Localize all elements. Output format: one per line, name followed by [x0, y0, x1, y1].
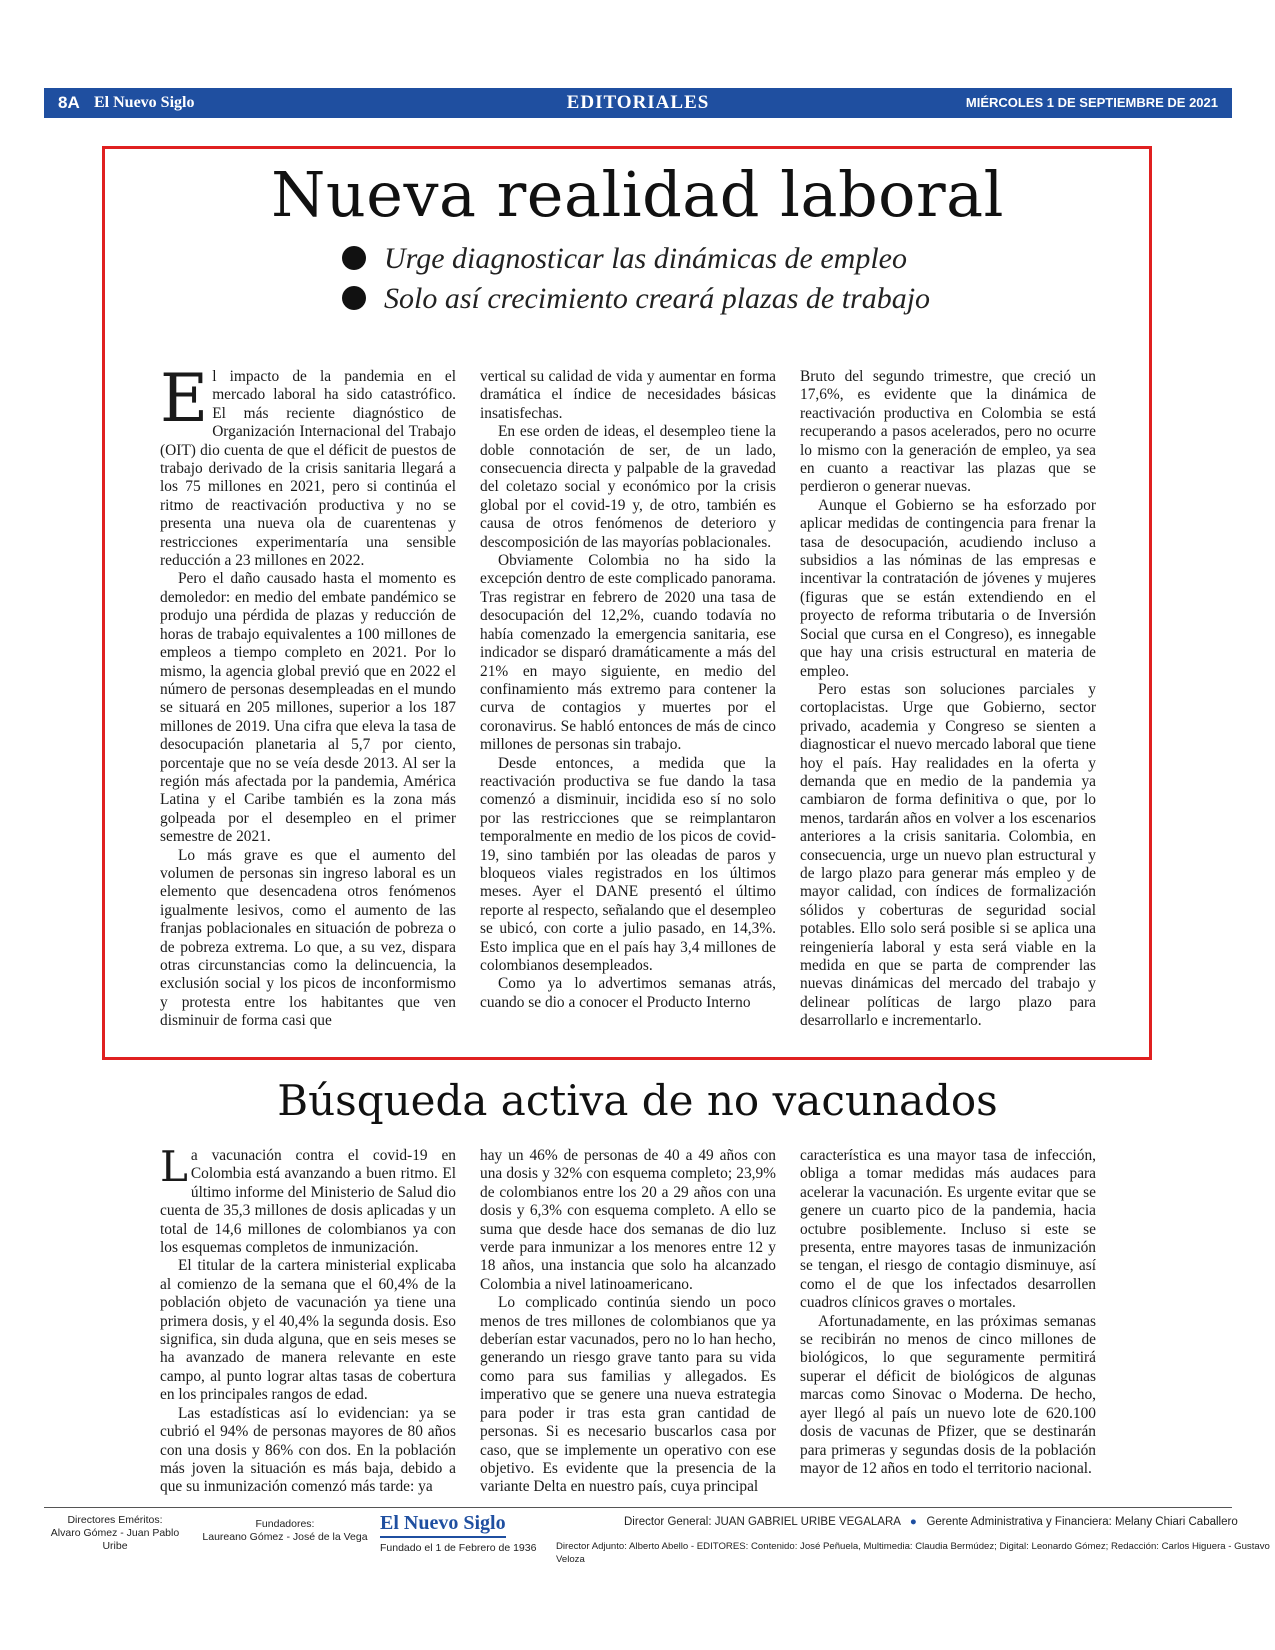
paragraph: Afortunadamente, en las próximas semanas se recibirán no menos de cinco millones de biológicos, lo que seguramente permitirá superar el déficit de biológicos de algunas marcas como Sinovac o Moderna. De hecho, ayer llegó al país un nuevo lote de 620.100 dosis de vacunas de Pfizer, que se destinarán para primeras y segundas dosis de la población mayor de 12 años en todo el territorio nacional. [800, 1312, 1096, 1477]
director-general: Director General: JUAN GABRIEL URIBE VEGALARA [624, 1516, 901, 1528]
second-editorial-column-1 [160, 1142, 456, 1497]
founders-names: Laureano Gómez - José de la Vega [202, 1531, 368, 1543]
lead-editorial-column-1 [160, 360, 456, 1031]
page-header-bar [44, 88, 1232, 118]
paragraph: El titular de la cartera ministerial explicaba al comienzo de la semana que el 60,4% de la población objeto de vacunación ya tiene una primera dosis, y el 40,4% la segunda dosis. Eso significa, sin duda alguna, que en seis meses se ha avanzado de manera relevante en este campo, al punto lograr altas tasas de cobertura en los principales rangos de edad. [160, 1257, 456, 1404]
second-editorial-column-3 [800, 1147, 1096, 1478]
paragraph: Obviamente Colombia no ha sido la excepción dentro de este complicado panorama. Tras registrar en febrero de 2020 una tasa de desocupación del 12,2%, cuando todavía no había comenzado la emergencia sanitaria, ese indicador se disparó dramáticamente a más del 21% en mayo siguiente, en medio del confinamiento más extremo para contener la curva de contagios y muertes por el coronavirus. Se habló entonces de más de cinco millones de personas sin trabajo. [480, 552, 776, 754]
paragraph: En ese orden de ideas, el desempleo tiene la doble connotación de ser, de un lado, consecuencia directa y palpable de la gravedad del coletazo social y económico por la crisis global por el covid-19 y, de otro, también es causa de otros fenómenos de deterioro y descomposición de las mayorías poblacionales. [480, 423, 776, 551]
lead-editorial-column-3 [800, 368, 1096, 1031]
masthead-credits [624, 1516, 1238, 1529]
general-manager: Gerente Administrativa y Financiera: Melany Chiari Caballero [926, 1516, 1238, 1528]
second-editorial-column-2 [480, 1147, 776, 1497]
section-title: EDITORIALES [566, 92, 710, 113]
emeritus-label: Directores Eméritos: [67, 1514, 163, 1526]
editorial-staff: Director Adjunto: Alberto Abello - EDITORES: Contenido: José Peñuela, Multimedia: Claudia Bermúdez; Digital: Leonardo Gómez; Redacción: Carlos Higuera - Gustavo Veloza [556, 1541, 1270, 1565]
paragraph: Las estadísticas así lo evidencian: ya se cubrió el 94% de personas mayores de 80 años con una dosis y 86% con dos. En la población más joven la situación es más baja, debido a que su inmunización comenzó más tarde: ya [160, 1404, 456, 1496]
paragraph: Lo más grave es que el aumento del volumen de personas sin ingreso laboral es un elemento que desencadena otros fenómenos igualmente lesivos, como el aumento de las franjas poblacionales en situación de pobreza o de pobreza extrema. Lo que, a su vez, dispara otras circunstancias como la delincuencia, la exclusión social y los picos de inconformismo y protesta entre los habitantes que ven disminuir de forma casi que [160, 846, 456, 1030]
paragraph: La vacunación contra el covid-19 en Colombia está avanzando a buen ritmo. El último informe del Ministerio de Salud dio cuenta de 35,3 millones de dosis aplicadas y un total de 14,6 millones de colombianos ya con los esquemas completos de inmunización. [160, 1142, 456, 1257]
drop-cap: L [160, 1142, 188, 1191]
subhead-bullet-1: Urge diagnosticar las dinámicas de empleo [342, 242, 907, 276]
founders [200, 1518, 370, 1544]
page-number: 8A [58, 93, 80, 112]
second-editorial-title: Búsqueda activa de no vacunados [277, 1076, 998, 1125]
founders-label: Fundadores: [255, 1518, 315, 1530]
issue-date: MIÉRCOLES 1 DE SEPTIEMBRE DE 2021 [965, 95, 1218, 110]
bullet-dot-icon [342, 286, 366, 310]
paragraph: característica es una mayor tasa de infección, obliga a tomar medidas más audaces para acelerar la vacunación. Es urgente evitar que se genere un cuarto pico de la pandemia, hacia octubre posiblemente. Incluso si este se presenta, entre mayores tasas de inmunización se tengan, el riesgo de contagio disminuye, así como el de que los infectados desarrollen cuadros clínicos graves o mortales. [800, 1147, 1096, 1312]
paragraph: Pero el daño causado hasta el momento es demoledor: en medio del embate pandémico se produjo una pérdida de plazas y reducción de horas de trabajo equivalentes a 100 millones de empleos a tiempo completo en 2021. Por lo mismo, la agencia global previó que en 2022 el número de personas desempleadas en el mundo se situará en 205 millones, superior a los 187 millones de 2019. Una cifra que eleva la tasa de desocupación planetaria al 5,7 por ciento, porcentaje que no se veía desde 2013. Al ser la región más afectada por la pandemia, América Latina y el Caribe también es la zona más golpeada por el desempleo en el primer semestre de 2021. [160, 570, 456, 846]
masthead-name: El Nuevo Siglo [94, 94, 195, 111]
paragraph: El impacto de la pandemia en el mercado laboral ha sido catastrófico. El más reciente diagnóstico de Organización Internacional del Trabajo (OIT) dio cuenta de que el déficit de puestos de trabajo derivado de la crisis sanitaria llegará a los 75 millones en 2021, pero si continúa el ritmo de reactivación productiva y no se presenta una nueva ola de cuarentenas y restricciones experimentaría una sensible reducción a 23 millones en 2022. [160, 360, 456, 570]
lead-editorial-title: Nueva realidad laboral [271, 158, 1004, 231]
paragraph: Lo complicado continúa siendo un poco menos de tres millones de colombianos que ya deberían estar vacunados, pero no lo han hecho, generando un riesgo grave tanto para su vida como para sus familias y allegados. Es imperativo que se genere una nueva estrategia para poder ir tras esta gran cantidad de personas. Si es necesario buscarlos casa por caso, que se implemente un operativo con ese objetivo. Es evidente que la presencia de la variante Delta en nuestro país, cuya principal [480, 1294, 776, 1496]
paragraph: Pero estas son soluciones parciales y cortoplacistas. Urge que Gobierno, sector privado, academia y Congreso se sienten a diagnosticar el nuevo mercado laboral que tiene hoy el país. Hay realidades en la oferta y demanda que en medio de la pandemia ya cambiaron de forma definitiva o que, por lo menos, tardarán años en volver a los escenarios anteriores a la crisis sanitaria. Colombia, en consecuencia, urge un nuevo plan estructural y de largo plazo para generar más empleo y de mayor calidad, con índices de formalización sólidos y coberturas de seguridad social potables. Ello solo será posible si se aplica una reingeniería laboral y esta será viable en la medida en que se parta de comprender las nuevas dinámicas del mercado del trabajo y delinear políticas de largo plazo para desarrollarlo e incrementarlo. [800, 680, 1096, 1030]
lead-editorial-column-2 [480, 368, 776, 1012]
bullet-dot-icon [342, 246, 366, 270]
paragraph: Desde entonces, a medida que la reactivación productiva se fue dando la tasa comenzó a disminuir, incidida eso sí no solo por las restricciones que se reimplantaron temporalmente en medio de los picos de covid-19, sino también por las oleadas de paros y bloqueos viales registrados en los últimos meses. Ayer el DANE presentó el último reporte al respecto, señalando que el desempleo se ubicó, con corte a julio pasado, en 14,3%. Esto implica que en el país hay 3,4 millones de colombianos desempleados. [480, 754, 776, 974]
paragraph: hay un 46% de personas de 40 a 49 años con una dosis y 32% con esquema completo; 23,9% de colombianos entre los 20 a 29 años con una dosis y 6,3% con esquema completo. A ello se suma que desde hace dos semanas de dio luz verde para inmunizar a los menores entre 12 y 18 años, una instancia que solo ha alcanzado Colombia a nivel latinoamericano. [480, 1147, 776, 1293]
paragraph: Como ya lo advertimos semanas atrás, cuando se dio a conocer el Producto Interno [480, 975, 776, 1011]
footer-logo: El Nuevo Siglo [380, 1512, 506, 1538]
paragraph: Aunque el Gobierno se ha esforzado por aplicar medidas de contingencia para frenar la tasa de desocupación, acudiendo incluso a subsidios a las nóminas de las empresas e incentivar la contratación de jóvenes y mujeres (figuras que se están extendiendo en el proyecto de reforma tributaria o de Inversión Social que cursa en el Congreso), es innegable que hay una crisis estructural en materia de empleo. [800, 496, 1096, 680]
paragraph: Bruto del segundo trimestre, que creció un 17,6%, es evidente que la dinámica de reactivación productiva en Colombia se está recuperando a pasos acelerados, pero no ocurre lo mismo con la generación de empleo, ya sea en cuanto a reactivar las plazas que se perdieron o generar nuevas. [800, 368, 1096, 496]
emeritus-directors [50, 1514, 180, 1553]
paragraph: vertical su calidad de vida y aumentar en forma dramática el índice de necesidades básicas insatisfechas. [480, 368, 776, 422]
subhead-bullet-2: Solo así crecimiento creará plazas de trabajo [342, 282, 930, 316]
drop-cap: E [160, 360, 209, 437]
footer-divider [44, 1507, 1232, 1508]
founded-date: Fundado el 1 de Febrero de 1936 [380, 1542, 537, 1554]
separator-dot-icon: ● [903, 1516, 924, 1528]
emeritus-names: Alvaro Gómez - Juan Pablo Uribe [50, 1527, 180, 1552]
